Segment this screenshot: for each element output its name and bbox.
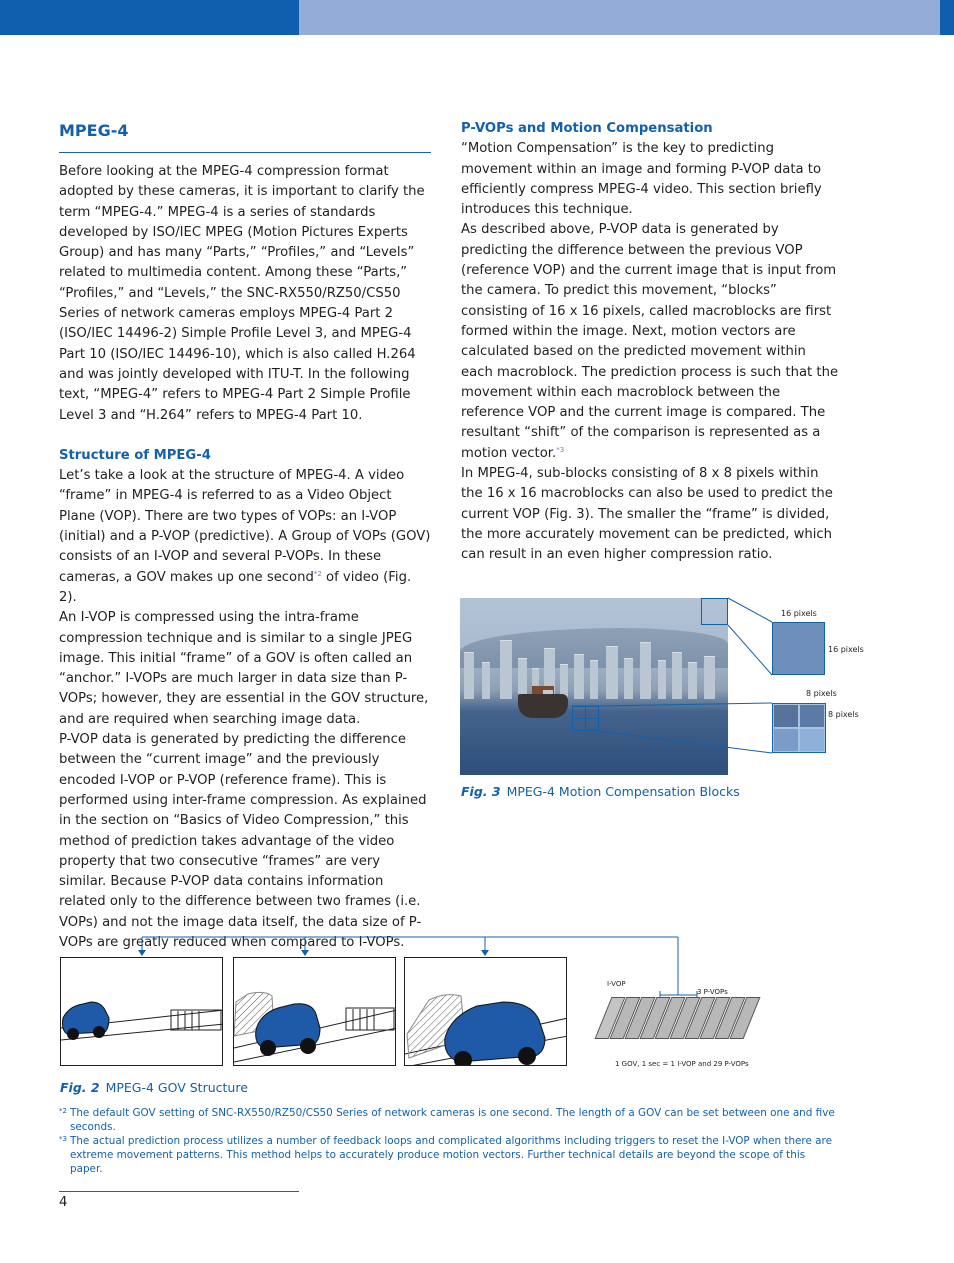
intro-paragraph: Before looking at the MPEG-4 compression format adopted by these cameras, it is important to clarify the term “MPEG-4.” MPEG-4 is a series of standards developed by ISO/IEC MPEG (Motion Pictures Experts Group) and has many “Parts,” “Profiles,” and “Levels” related to multimedia content. Among these “Parts,” “Profiles,” and “Levels,” the SNC-RX550/RZ50/CS50 Series of network cameras employs MPEG-4 Part 2 (ISO/IEC 14496-2) Simple Profile Level 3, and MPEG-4 Part 10 (ISO/IEC 14496-10), which is also called H.264 and was jointly developed with ITU-T. In the following text, “MPEG-4” refers to MPEG-4 Part 2 Simple Profile Level 3 and “H.264” refers to MPEG-4 Part 10. [59,164,425,423]
gov-summary-label: 1 GOV, 1 sec = 1 I-VOP and 29 P-VOPs [615,1060,749,1068]
structure-heading: Structure of MPEG-4 [59,447,211,463]
gov-frame-1 [60,957,223,1066]
section-title-mpeg4: MPEG-4 [59,118,431,153]
structure-paragraph-2: An I-VOP is compressed using the intra-frame compression technique and is similar to a single JPEG image. This initial “frame” of a GOV is often called an “anchor.” I-VOPs are much larger in data size than P-VOPs; however, they are essential in the GOV structure, and are required when searching image data. [59,610,429,727]
pvop-heading: P-VOPs and Motion Compensation [461,121,713,136]
gov-vop-stack [595,997,755,1041]
label-8-pixels-top: 8 pixels [806,689,837,698]
label-8-pixels-side: 8 pixels [828,710,859,719]
footnote-2: *2 The default GOV setting of SNC-RX550/RZ50/CS50 Series of network cameras is one second. The length of a GOV can be set between one and five seconds. [59,1107,835,1133]
footnote-3: *3 The actual prediction process utilizes a number of feedback loops and complicated algorithms including triggers to reset the I-VOP when there are extreme movement patterns. This method helps to accurately produce motion vectors. Further technical details are beyond the scope of this paper. [59,1135,832,1175]
fig3-caption: Fig. 3 MPEG-4 Motion Compensation Blocks [461,784,740,799]
pvop-paragraph-2: As described above, P-VOP data is generated by predicting the difference between the previous VOP (reference VOP) and the current image that is input from the camera. To predict this movement, “blocks” consisting of 16 x 16 pixels, called macroblocks are first formed within the image. Next, motion vectors are calculated based on the predicted movement within each macroblock. The prediction process is such that the movement within each macroblock between the reference VOP and the current image is compared. The resultant “shift” of the comparison is represented as a motion vector.$^{*3}$ [461,222,839,461]
page-number: 4 [59,1195,68,1210]
footer-rule [59,1191,299,1192]
structure-paragraph-1: Let’s take a look at the structure of MPEG-4. A video “frame” in MPEG-4 is referred to as a Video Object Plane (VOP). There are two types of VOPs: an I-VOP (initial) and a P-VOP (predictive). A Group of VOPs (GOV) consists of an I-VOP and several P-VOPs. In these cameras, a GOV makes up one second$^{*2}$ of video (Fig. 2). [59,468,431,605]
footnotes [59,1106,839,1176]
footnote-ref-3[interactable]: *3 [556,445,565,454]
gov-frame-3 [404,957,567,1066]
label-16-pixels-side: 16 pixels [828,645,864,654]
pvop-paragraph-3: In MPEG-4, sub-blocks consisting of 8 x 8 pixels within the 16 x 16 macroblocks can also be used to predict the current VOP (Fig. 3). The smaller the “frame” is divided, the more accurately movement can be predicted, which can result in an even higher compression ratio. [461,466,833,563]
gov-frame-2 [233,957,396,1066]
pvops-label: 3 P-VOPs [697,988,728,996]
structure-paragraph-3: P-VOP data is generated by predicting the difference between the “current image” and the previously encoded I-VOP or P-VOP (reference frame). This is performed using inter-frame compression. As explained in the section on “Basics of Video Compression,” this method of prediction takes advantage of the video property that two consecutive “frames” are very similar. Because P-VOP data contains information related only to the difference between two frames (i.e. VOPs) and not the image data itself, the data size of P-VOPs are greatly reduced when compared to I-VOPs. [59,732,427,950]
label-16-pixels-top: 16 pixels [781,609,817,618]
ivop-label: I-VOP [607,980,626,988]
pvop-paragraph-1: “Motion Compensation” is the key to predicting movement within an image and forming P-VOP data to efficiently compress MPEG-4 video. This section briefly introduces this technique. [461,141,822,218]
footnote-ref-2[interactable]: *2 [313,569,322,578]
fig2-caption: Fig. 2 MPEG-4 GOV Structure [60,1080,248,1095]
